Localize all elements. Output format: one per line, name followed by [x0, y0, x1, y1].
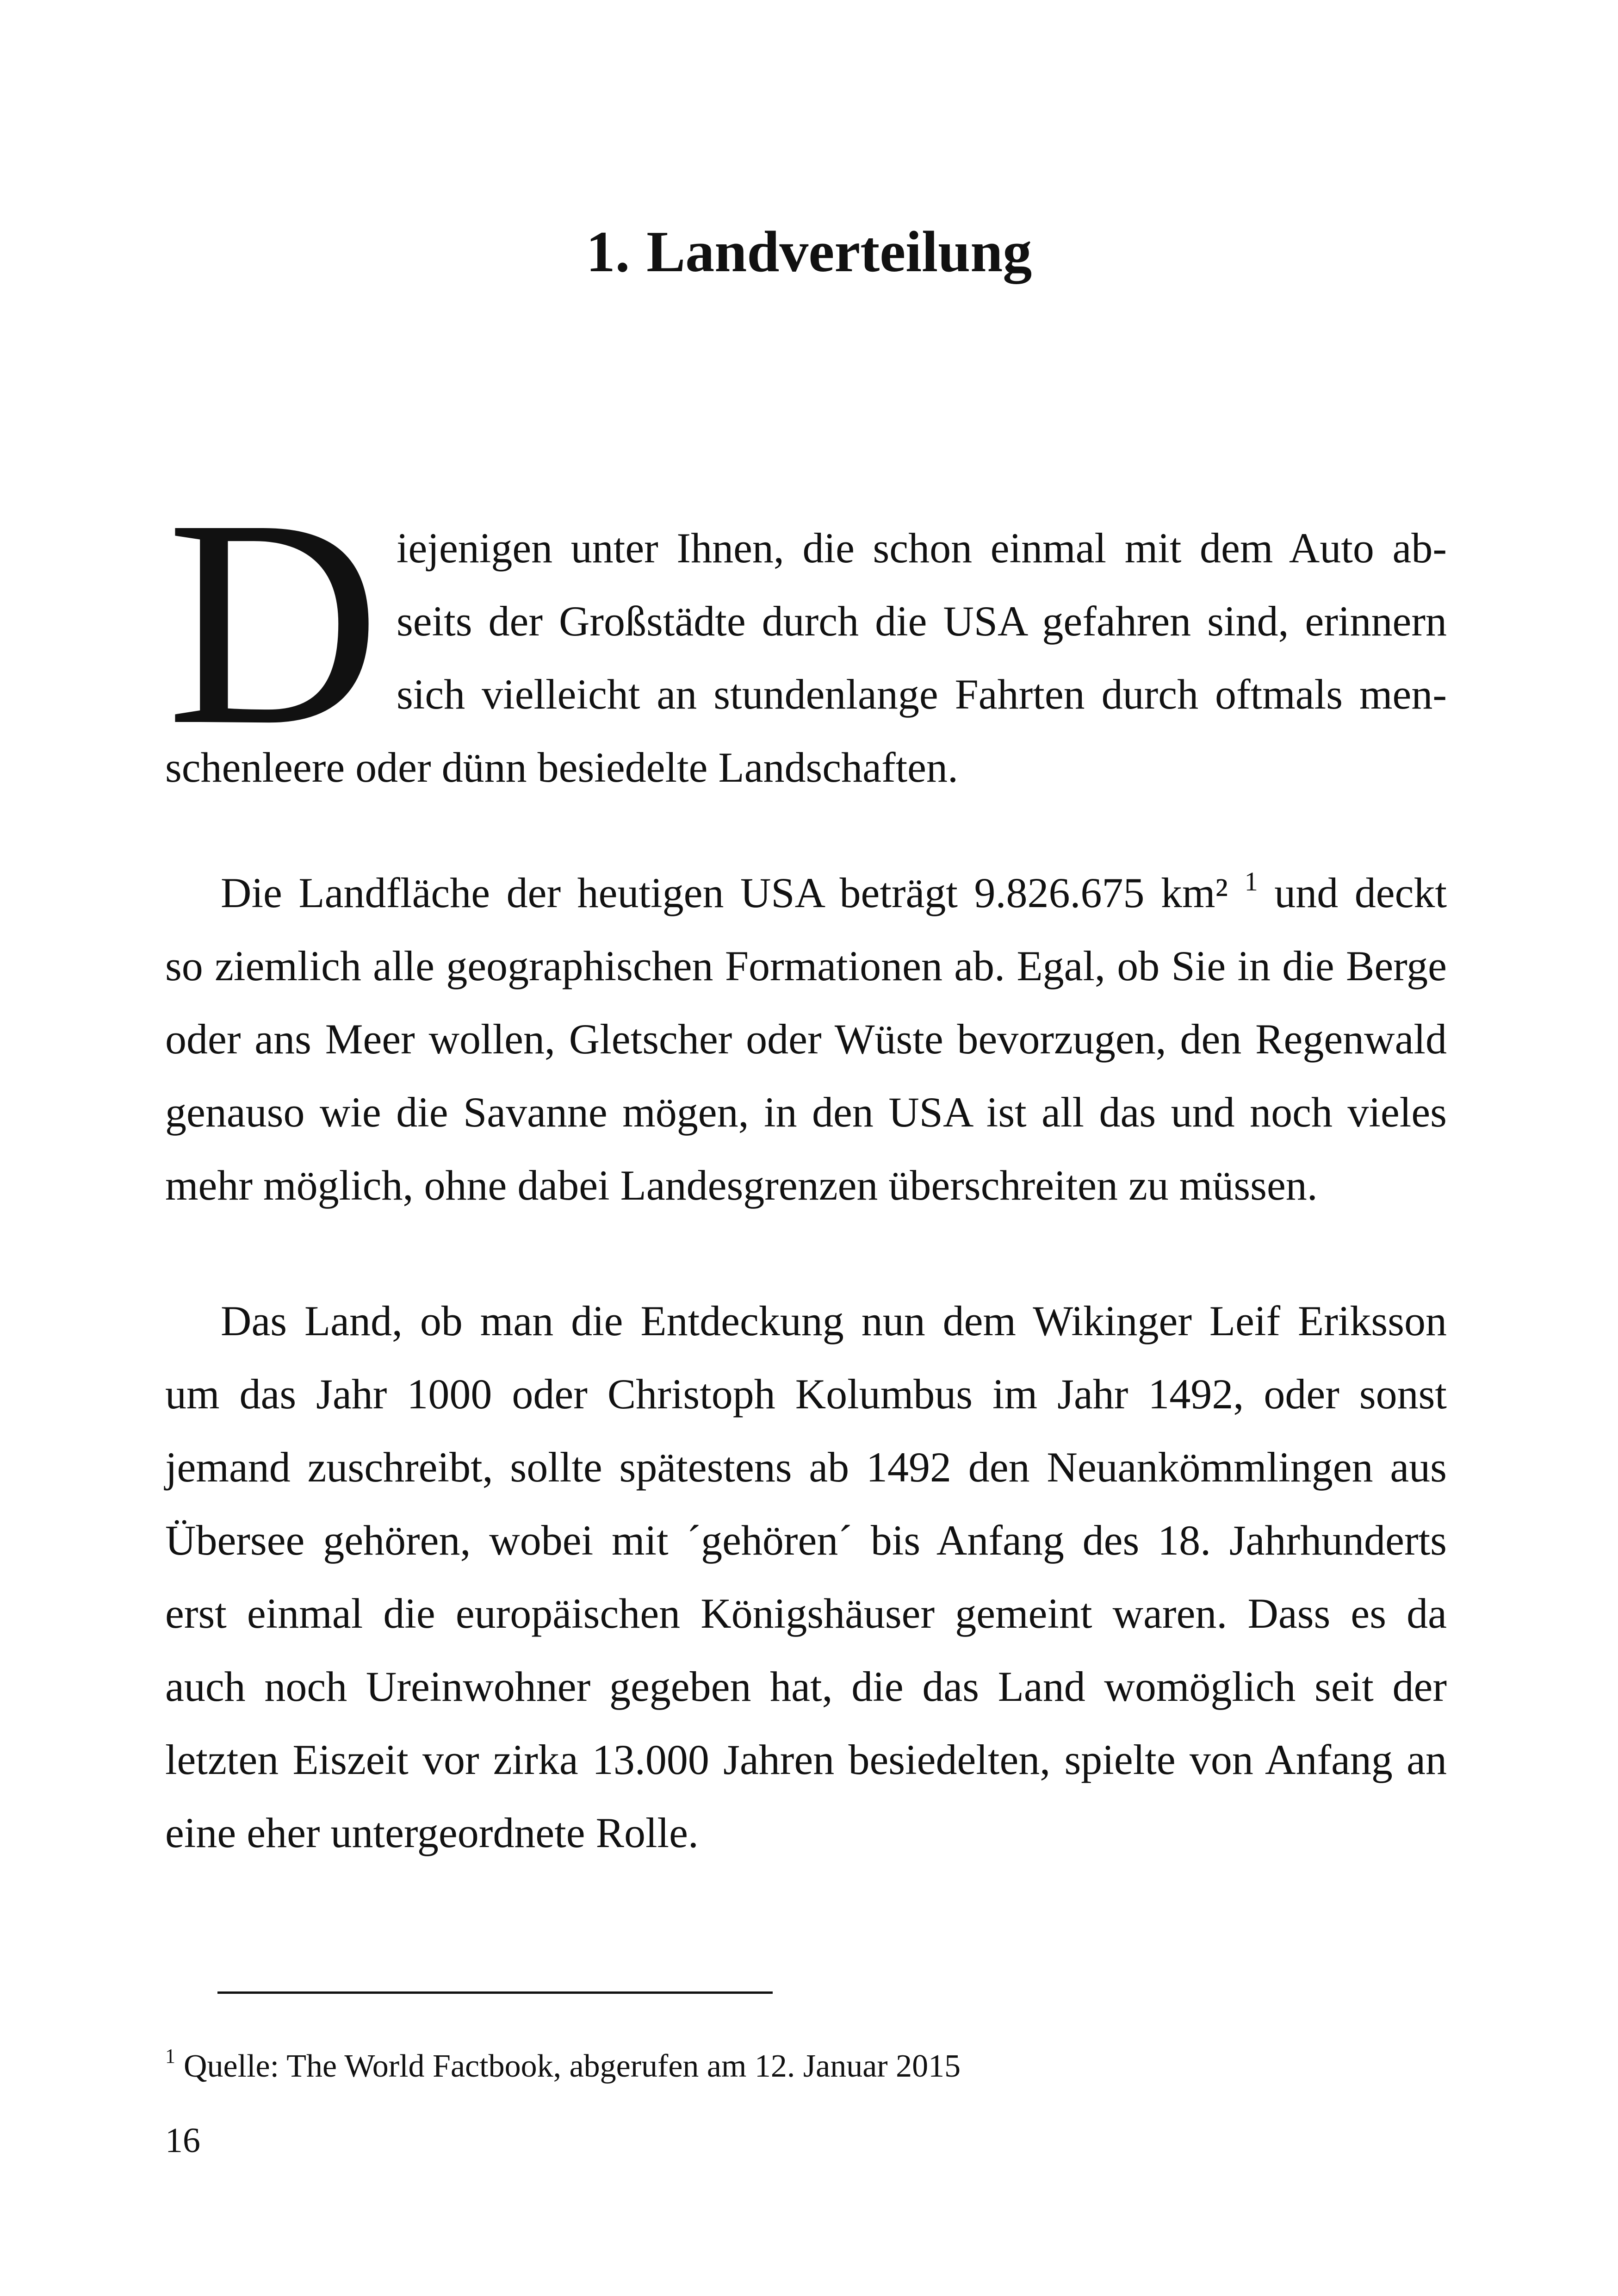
- paragraph-2: [165, 856, 1447, 1222]
- footnote-text: Quelle: The World Factbook, abgerufen am 12. Januar 2015: [184, 2048, 961, 2084]
- paragraph-line: oder ans Meer wollen, Gletscher oder Wüste bevorzugen, den Regenwald: [165, 1015, 1447, 1063]
- paragraph-text: Die Landfläche der heutigen USA beträgt 9.826.675 km²: [221, 869, 1228, 916]
- chapter-number: 1.: [586, 220, 630, 284]
- paragraph-line: eine eher untergeordnete Rolle.: [165, 1809, 699, 1856]
- paragraph-line: letzten Eiszeit vor zirka 13.000 Jahren besiedelten, spielte von Anfang an: [165, 1736, 1447, 1783]
- paragraph-line: iejenigen unter Ihnen, die schon einmal mit dem Auto ab-: [397, 524, 1447, 572]
- paragraph-3: [165, 1284, 1447, 1869]
- paragraph-line: auch noch Ureinwohner gegeben hat, die das Land womöglich seit der: [165, 1663, 1447, 1710]
- paragraph-line: so ziemlich alle geographischen Formationen ab. Egal, ob Sie in die Berge: [165, 942, 1447, 989]
- paragraph-line: um das Jahr 1000 oder Christoph Kolumbus im Jahr 1492, oder sonst: [165, 1370, 1447, 1418]
- paragraph-line: mehr möglich, ohne dabei Landesgrenzen überschreiten zu müssen.: [165, 1162, 1318, 1209]
- drop-cap: D: [167, 459, 381, 786]
- paragraph-text: und deckt: [1274, 869, 1447, 916]
- paragraph-line: jemand zuschreibt, sollte spätestens ab 1492 den Neuankömmlingen aus: [165, 1444, 1447, 1491]
- footnote-divider: [217, 1991, 773, 1994]
- paragraph-line: Das Land, ob man die Entdeckung nun dem Wikinger Leif Eriksson: [221, 1297, 1447, 1344]
- paragraph-line: sich vielleicht an stundenlange Fahrten durch oftmals men-: [397, 671, 1447, 718]
- footnote-reference: 1: [1244, 866, 1258, 896]
- paragraph-line: seits der Großstädte durch die USA gefahren sind, erinnern: [397, 597, 1447, 645]
- paragraph-line: [165, 856, 1447, 929]
- chapter-title: [102, 218, 1618, 287]
- footnote: [165, 2046, 961, 2087]
- paragraph-line: schenleere oder dünn besiedelte Landschaften.: [165, 744, 958, 791]
- paragraph-1: [165, 511, 1447, 804]
- paragraph-line: Übersee gehören, wobei mit ´gehören´ bis Anfang des 18. Jahrhunderts: [165, 1517, 1447, 1564]
- paragraph-line: erst einmal die europäischen Königshäuser gemeint waren. Dass es da: [165, 1590, 1447, 1637]
- footnote-marker: 1: [165, 2045, 175, 2067]
- paragraph-line: genauso wie die Savanne mögen, in den USA ist all das und noch vieles: [165, 1089, 1447, 1136]
- page-number: 16: [165, 2121, 200, 2160]
- chapter-title-text: Landverteilung: [646, 220, 1032, 284]
